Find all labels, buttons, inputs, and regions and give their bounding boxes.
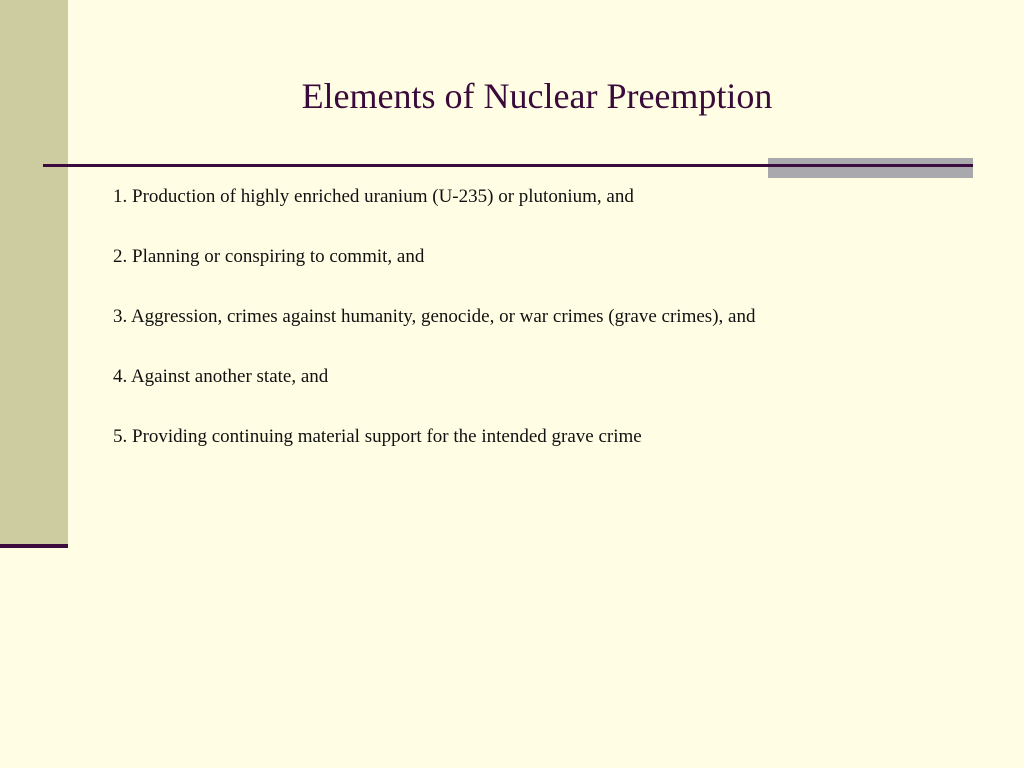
list-item-5: 5. Providing continuing material support for the intended grave crime [113,426,642,447]
list-item-1: 1. Production of highly enriched uranium (U-235) or plutonium, and [113,186,634,207]
side-decoration-underline [0,544,68,548]
divider-accent-bottom [768,167,973,178]
list-item-4: 4. Against another state, and [113,366,329,387]
divider-accent-top [768,158,973,164]
list-item-2: 2. Planning or conspiring to commit, and [113,246,425,267]
element-list [113,185,755,485]
slide-title: Elements of Nuclear Preemption [301,76,773,116]
list-item-3: 3. Aggression, crimes against humanity, genocide, or war crimes (grave crimes), and [113,306,756,327]
